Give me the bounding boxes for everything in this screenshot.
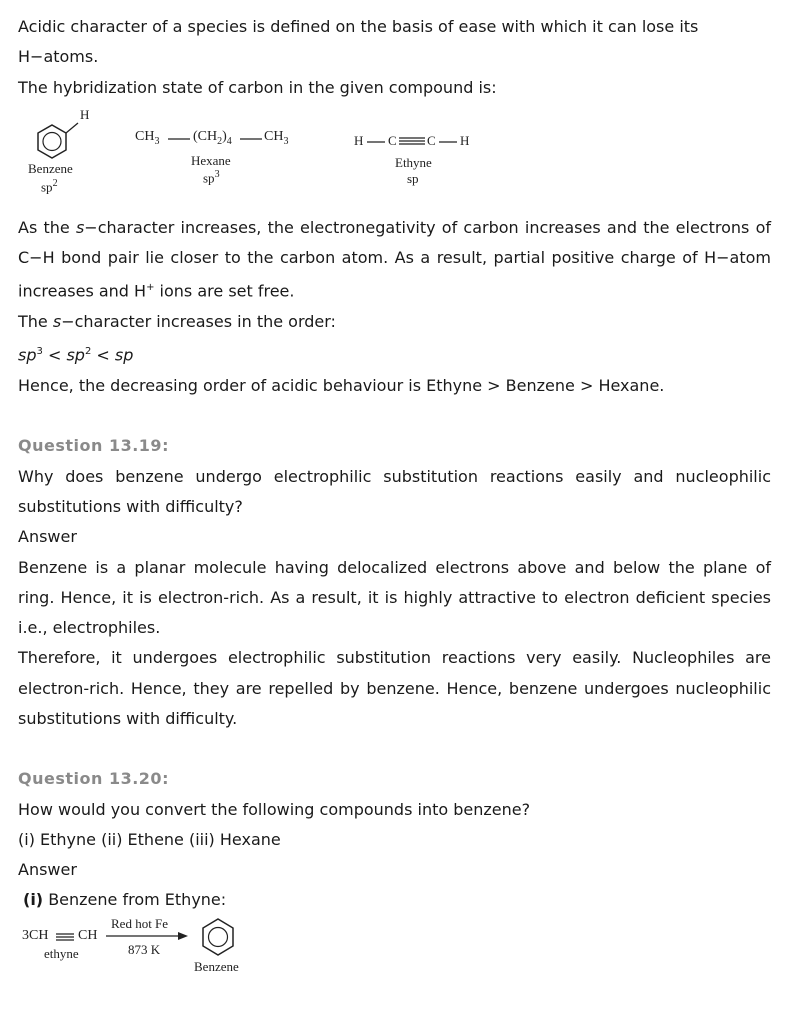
hexane-middle: $(CH_2)_4$ [193, 128, 232, 147]
ethyne-h2: H [460, 132, 470, 148]
reactant-triple-bond [55, 932, 75, 942]
hybridization-order: $sp^3 < sp^2$ < sp [18, 345, 134, 365]
hybridization-intro: The hybridization state of carbon in the given compound is: [18, 77, 497, 97]
benzene-hybridization: $sp^2$ [41, 177, 58, 195]
question-13-19-text: Why does benzene undergo electrophilic substitution reactions easily and nucleophilic substitutions with difficulty? [18, 466, 771, 516]
hexane-name: Hexane [191, 152, 231, 168]
answer-label-19: Answer [18, 527, 77, 547]
ethyne-to-benzene-figure [18, 916, 771, 1006]
product-name: Benzene [194, 958, 239, 974]
intro-paragraph: Acidic character of a species is defined on the basis of ease with which it can lose its H−atoms. [18, 17, 699, 67]
condition-top: Red hot Fe [111, 915, 169, 931]
reactant-end: CH [78, 927, 98, 943]
condition-bottom: 873 K [128, 941, 161, 957]
document-page [18, 12, 771, 1006]
ethyne-c1: C [388, 132, 397, 148]
answer-label-20: Answer [18, 860, 77, 880]
reaction-arrow [106, 931, 188, 941]
ethyne-name: Ethyne [395, 154, 432, 170]
benzene-name: Benzene [28, 160, 73, 176]
s-character-paragraph: As the s−character increases, the electronegativity of carbon increases and the electrons of C−H bond pair lie closer to the carbon atom. As a result, partial positive charge of H−atom increases and H+ ions are set free. [18, 217, 771, 301]
hexane-bond-2 [240, 137, 262, 141]
ethyne-h1: H [354, 132, 364, 148]
ethyne-triple-bond [399, 136, 425, 146]
ethyne-c2: C [427, 132, 436, 148]
ethyne-bond-2 [439, 140, 457, 144]
hexane-end: $CH_3$ [264, 128, 289, 147]
question-13-20-heading: Question 13.20: [18, 769, 169, 789]
hexane-bond-1 [168, 137, 190, 141]
question-13-19-heading: Question 13.19: [18, 436, 169, 456]
question-13-20-text: How would you convert the following compounds into benzene? [18, 799, 531, 819]
benzene-h-label: H [80, 106, 90, 122]
answer-19-paragraph-1: Benzene is a planar molecule having delocalized electrons above and below the plane of ring. Hence, it is electron-rich. As a result, it is highly attractive to electron deficient species i.e., electrophiles. [18, 557, 771, 638]
sub-answer-heading: (i) Benzene from Ethyne: [23, 890, 227, 910]
reactant-formula: 3CH [22, 927, 49, 943]
benzene-ring-diagram [32, 113, 102, 165]
hexane-hybridization: $sp^3$ [203, 168, 220, 186]
benzene-product-ring [198, 916, 242, 958]
hybridization-figure [18, 103, 771, 213]
ethyne-hybridization: sp [407, 170, 419, 186]
hexane-formula: $CH_3$ [135, 128, 160, 147]
answer-19-paragraph-2: Therefore, it undergoes electrophilic substitution reactions very easily. Nucleophiles are electron-rich. Hence, they are repelled by benzene. Hence, benzene undergoes nucleophilic substitutions with difficulty. [18, 648, 771, 728]
question-13-20-parts: (i) Ethyne (ii) Ethene (iii) Hexane [18, 829, 281, 849]
s-character-order-intro: The s−character increases in the order: [18, 312, 336, 332]
acidity-conclusion: Hence, the decreasing order of acidic behaviour is Ethyne > Benzene > Hexane. [18, 376, 665, 396]
ethyne-bond-1 [367, 140, 385, 144]
reactant-name: ethyne [44, 945, 79, 961]
